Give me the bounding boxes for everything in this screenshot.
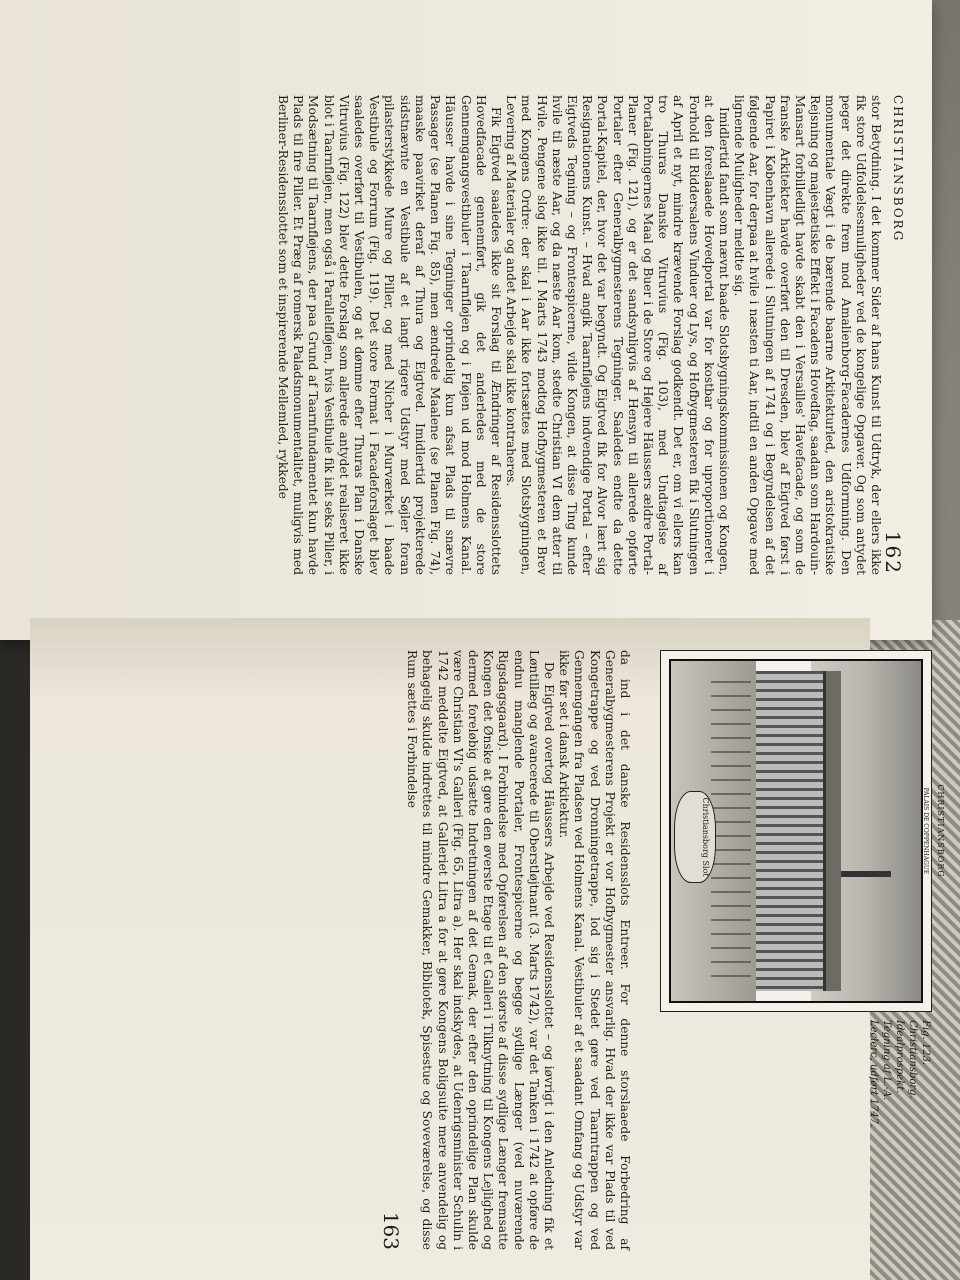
page-header — [883, 95, 905, 575]
paragraph: Imidlertid fandt som nævnt baade Slotsbygningskommissionen og Kongen, at den foreslaaede Hovedportal var for kostbar og for uproportioneret i Forhold til Riddersalens Vinduer og Lys, og Hofbygmesteren fik i Slutningen af April et nyt, mindre krævende Forslag godkendt. Det er, om vi ellers kan tro Thuras Danske Vitruvius (Fig. 103), med Undtagelse af Portalabningernes Maal og Buer i de Store og Højere Häussers ældre Portal-Planer (Fig. 121), og er det sandsynligvis af Hensyn til allerede opførte Portaler efter Generalbygmesterens Tegninger. Saaledes endte da dette Portal-Kapitel, der, hvor det var begyndt. Og Eigtved fik for Alvor lært sig Resignationens Kunst. – Hvad angik Taarnfløjens indvendige Portal – efter Eigtveds Tegning – og Frontespicerne, vilde Kongen, at disse Ting kunde hvile til næste Aar, og da næste Aar kom, stedte Christian VI dem atter til Hvile. Pengene slog ikke til. I Marts 1743 modtog Hofbygmesteren et Brev med Kongens Ordre: der skal i Aar ikke fortsættes med Slotsbygningen, Levering af Materialer og andet Arbejde skal ikke kontraheres. — [504, 95, 731, 575]
body-text — [378, 650, 632, 1250]
engraving-image — [669, 659, 923, 1003]
page-number: 162 — [881, 530, 905, 575]
paragraph: Fik Eigtved saaledes ikke sit Forslag til Ændringer af Residensslottets Hovedfacade gennemført, gik det anderledes med de store Gennemgangsvestibuler i Taarnfløjen og i Fløjen ud mod Holmens Kanal. Häusser havde i sine Tegninger oprindelig kun afsat Plads til snævre Passager (se Planen Fig. 85), men ændrede Maalene (se Planen Fig. 74), maaske paavirket deraf af Thura og Eigtved. Imidlertid projekterede sidstnævnte en Vestibule af et langt rigere Udstyr med Søjler foran pilasterstykkede Mure og Piller, og med Nicher i Murværket i baade Vestibule og Forrum (Fig. 119). Det store Format i Facadeforslaget blev saaledes overført til Vestibulen, og at dømme efter Thuras Plan i Danske Vitruvius (Fig. 122) blev dette Forslag som allerede antydet realiseret ikke blot i Taarnfløjen, men også i Parallelfløjen, hvis Vestibule fik ialt seks Piller, i Modsætning til Taarnfløjens, der paa Grund af Taarnfundamentet kun havde Plads til fire Piller. Et Præg af romersk Paladsmonumentalitet, muligvis med Berliner-Residensslottet som et inspirerende Mellemled, rykkede — [276, 95, 503, 575]
page-163-text-block — [242, 650, 945, 1250]
body-text — [275, 95, 883, 575]
figure-caption: Fig. 123. Christiansborg. Idealprospekt. Tegning af L.-A. Leclerc, udført 1747. — [868, 1020, 931, 1128]
engraving-palace — [753, 671, 826, 991]
page-162 — [0, 0, 932, 640]
engraving-cartouche — [674, 791, 716, 883]
plate-title: CHRISTIANSBORG — [936, 784, 945, 878]
paragraph: stor Betydning. I det kommer Sider af hans Kunst til Udtryk, der ellers ikke fik store Udfoldelsesmuligheder ved de kongelige Opgaver. Og som antydet peger det direkte frem mod Amalienborg-Facadernes Udformning. Den monumentale Vægt i de bærende baarne Arkitekturled, den aristokratiske Rejsning og majestætiske Effekt i Facadens Hovedfag, saadan som Hardouin-Mansart forbilledligt havde skabt den i Versailles' Havefacade, og som de franske Arkitekter havde overført den til Dresden, blev af Eigtved først i Papiret i København allerede i Slutningen af 1741 og i Begyndelsen af det følgende Aar, for derpaa at hvile i næsten ti Aar, indtil en anden Opgave med lignende Muligheder meldte sig. — [732, 95, 883, 575]
paragraph: da ind i det danske Residensslots Entreer. For denne storslaaede Forbedring af Generalbygmesterens Projekt er vor Hofbygmester ansvarlig. Hvad der ikke var Plads til ved Kongetrappe og ved Dronningetrappe, lod sig i Stedet gøre ved Taarntrappen og ved Gennemgangen fra Pladsen ved Holmens Kanal. Vestibuler af et saadant Omfang og Udstyr var ikke før set i dansk Arkitektur. — [557, 650, 632, 1250]
book-edge — [0, 640, 30, 1280]
running-head: CHRISTIANSBORG — [891, 95, 905, 243]
page-number: 163 — [378, 1211, 403, 1250]
engraving-figures — [711, 681, 751, 981]
paragraph: De Eigtved overtog Häussers Arbejde ved Residensslottet – og iøvrigt i den Anledning fik et Løntillæg og avancerede til Oberstløjtnant (3. Marts 1742), var det Tanken i 1742 at opføre de endnu manglende Portaler, Frontespicerne og begge sydlige Længer (ved nuværende Rigsdagsgaard). I Forbindelse med Opførelsen af den største af disse sydlige Længer fremsatte Kongen det Ønske at gøre den øverste Etage til et Galleri i Tilknytning til Kongens Lejlighed og dermed foreløbig udsætte Indretningen af det Gemak, der efter den oprindelige Plan skulde være Christian VI's Galleri (Fig. 65, Litra a). Her skal indskydes, at Udenrigsminister Schulin i 1742 meddelte Eigtved, at Galleriet Litra a for at gøre Kongens Boligsuite mere anvendelig og behagelig skulde indrettes til mindre Gemakker, Bibliotek, Spisestue og Soveværelse, og disse Rum sættes i Forbindelse — [405, 650, 556, 1250]
page-162-text-block — [165, 95, 905, 575]
plate-subtitle: PALAIS DE COPPENHAGUE — [922, 787, 929, 875]
cartouche-text: Christiansborg Slot — [701, 797, 710, 877]
engraving-plate — [660, 650, 945, 1012]
